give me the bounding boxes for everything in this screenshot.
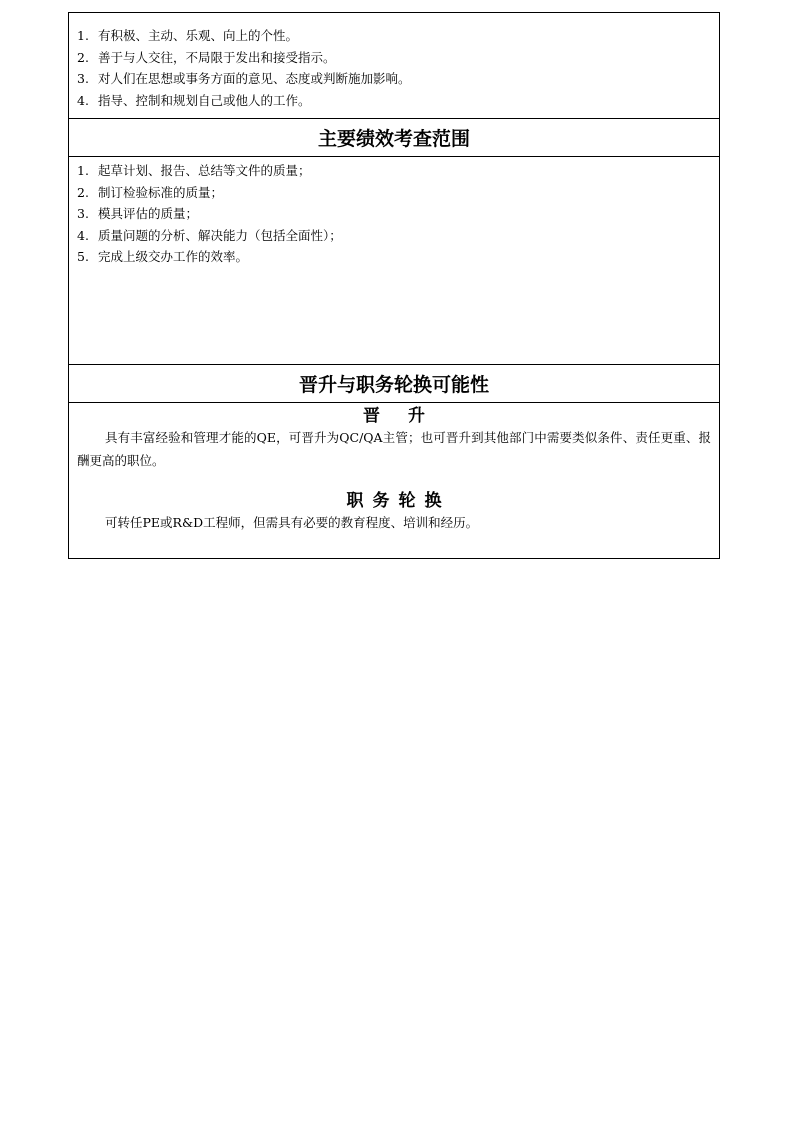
list-item — [77, 246, 711, 268]
list-item-text: 有积极、主动、乐观、向上的个性。 — [98, 28, 299, 43]
list-item-text: 质量问题的分析、解决能力（包括全面性）； — [98, 227, 342, 243]
list-item — [77, 203, 711, 225]
list-item-text: 起草计划、报告、总结等文件的质量； — [98, 163, 311, 178]
career-title: 晋升与职务轮换可能性 — [69, 365, 719, 403]
list-item — [77, 68, 711, 90]
rotation-heading: 职务轮换 — [346, 491, 451, 511]
list-item — [77, 160, 711, 182]
list-item-number: 3. — [77, 71, 89, 86]
list-item — [77, 47, 711, 69]
list-item-text: 完成上级交办工作的效率。 — [98, 249, 249, 264]
personality-section — [69, 13, 719, 119]
performance-title: 主要绩效考查范围 — [69, 119, 719, 157]
list-item-number: 2. — [77, 49, 89, 65]
list-item-text: 对人们在思想或事务方面的意见、态度或判断施加影响。 — [98, 71, 411, 86]
list-item-text: 制订检验标准的质量； — [98, 184, 224, 200]
promotion-paragraph: 具有丰富经验和管理才能的QE，可晋升为QC/QA主管；也可晋升到其他部门中需要类似条件、责任更重、报酬更高的职位。 — [77, 430, 711, 468]
document-table — [68, 12, 720, 559]
list-item — [77, 90, 711, 112]
list-item-text: 模具评估的质量； — [98, 206, 199, 221]
list-item — [77, 25, 711, 47]
list-item-number: 2. — [77, 184, 89, 200]
career-section — [69, 403, 719, 558]
performance-section — [69, 157, 719, 365]
list-item — [77, 225, 711, 247]
list-item-number: 1. — [77, 163, 89, 178]
list-item-number: 3. — [77, 206, 89, 221]
promotion-heading: 晋升 — [363, 406, 453, 426]
list-item-number: 1. — [77, 28, 89, 43]
list-item-text: 善于与人交往，不局限于发出和接受指示。 — [98, 49, 336, 65]
list-item — [77, 182, 711, 204]
rotation-paragraph: 可转任PE或R&D工程师，但需具有必要的教育程度、培训和经历。 — [105, 515, 479, 530]
list-item-text: 指导、控制和规划自己或他人的工作。 — [98, 92, 311, 108]
list-item-number: 4. — [77, 227, 89, 243]
list-item-number: 4. — [77, 92, 89, 108]
list-item-number: 5. — [77, 249, 89, 264]
